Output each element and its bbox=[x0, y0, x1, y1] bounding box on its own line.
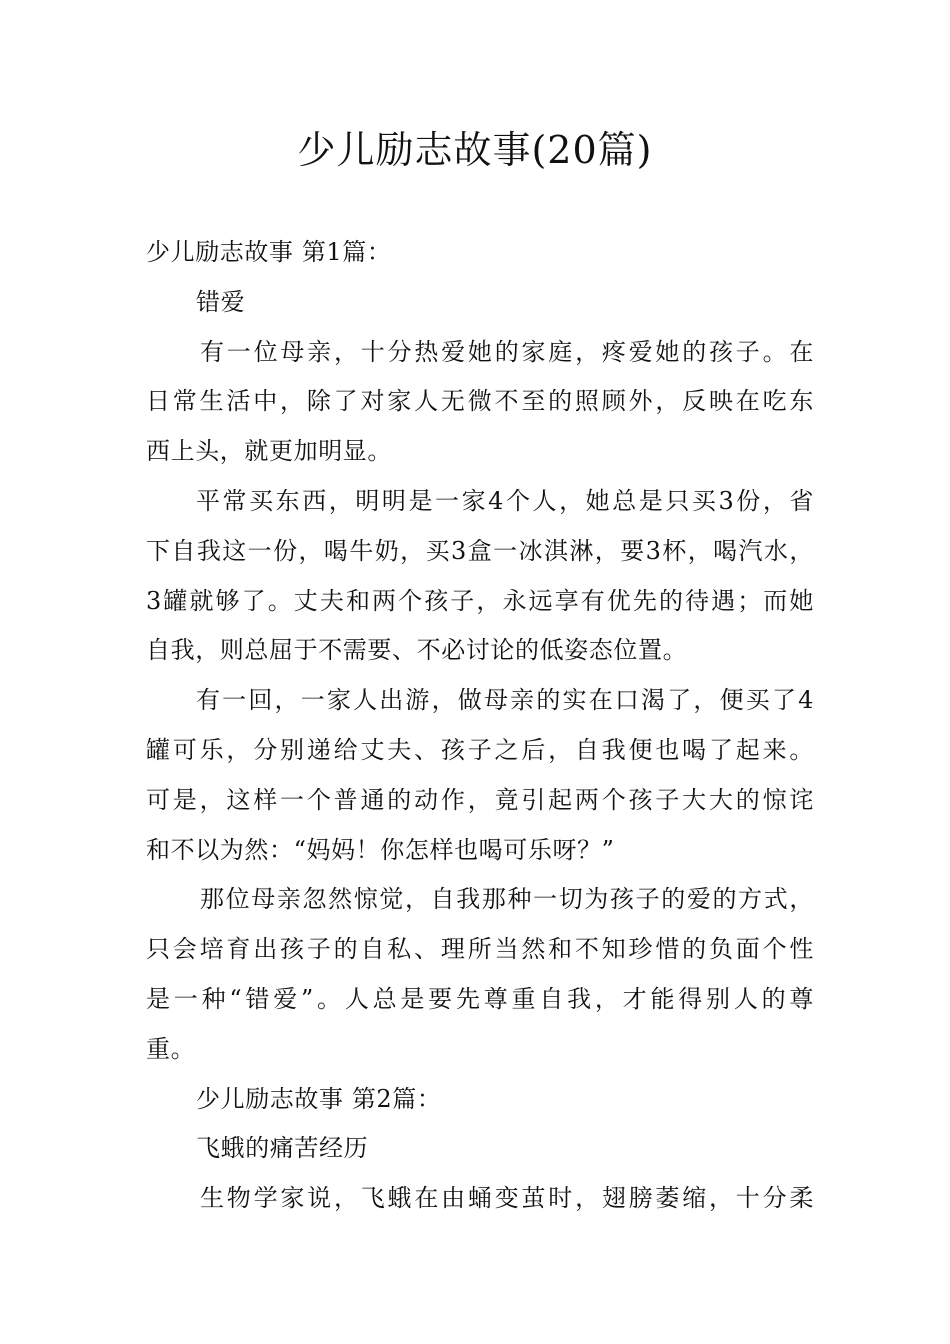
document-body bbox=[146, 228, 814, 1224]
paragraph-line: 3罐就够了。丈夫和两个孩子，永远享有优先的待遇；而她 bbox=[146, 586, 814, 615]
paragraph-line: 自我，则总屈于不需要、不必讨论的低姿态位置。 bbox=[146, 636, 688, 665]
section-heading-1: 少儿励志故事 第1篇： bbox=[146, 238, 392, 266]
paragraph-line: 日常生活中，除了对家人无微不至的照顾外，反映在吃东 bbox=[146, 387, 814, 416]
paragraph-line: 重。 bbox=[146, 1034, 196, 1063]
document-title: 少儿励志故事(20篇) bbox=[297, 128, 653, 172]
paragraph-line: 那位母亲忽然惊觉，自我那种一切为孩子的爱的方式， bbox=[200, 885, 814, 914]
paragraph-line: 可是，这样一个普通的动作，竟引起两个孩子大大的惊诧 bbox=[146, 785, 814, 814]
paragraph-line: 西上头，就更加明显。 bbox=[146, 437, 392, 466]
paragraph-line: 罐可乐，分别递给丈夫、孩子之后，自我便也喝了起来。 bbox=[146, 735, 814, 764]
paragraph-line: 只会培育出孩子的自私、理所当然和不知珍惜的负面个性 bbox=[146, 935, 814, 964]
paragraph-line: 平常买东西，明明是一家4个人，她总是只买3份，省 bbox=[196, 486, 814, 515]
paragraph-line: 是一种“错爱”。人总是要先尊重自我，才能得别人的尊 bbox=[146, 984, 814, 1013]
story-title-2: 飞蛾的痛苦经历 bbox=[196, 1134, 369, 1163]
paragraph-line: 下自我这一份，喝牛奶，买3盒一冰淇淋，要3杯，喝汽水， bbox=[146, 536, 814, 565]
section-heading-2: 少儿励志故事 第2篇： bbox=[196, 1084, 442, 1113]
story-title-1: 错爱 bbox=[196, 287, 246, 316]
paragraph-line: 有一回，一家人出游，做母亲的实在口渴了，便买了4 bbox=[196, 686, 814, 715]
paragraph-line: 和不以为然：“妈妈！你怎样也喝可乐呀？” bbox=[146, 835, 615, 864]
paragraph-line: 有一位母亲，十分热爱她的家庭，疼爱她的孩子。在 bbox=[200, 337, 814, 366]
paragraph-line: 生物学家说，飞蛾在由蛹变茧时，翅膀萎缩，十分柔 bbox=[200, 1184, 814, 1213]
